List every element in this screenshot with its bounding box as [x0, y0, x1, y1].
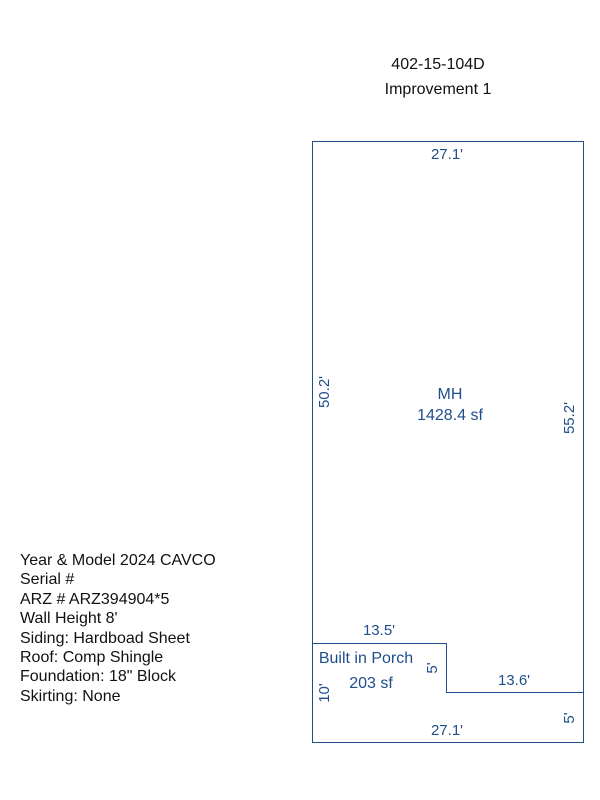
- porch-area: 203 sf: [349, 675, 393, 692]
- note-roof: Roof: Comp Shingle: [20, 649, 164, 667]
- porch-left-dimension: 10': [316, 683, 333, 703]
- porch-top-dimension: 13.5': [362, 622, 396, 639]
- note-arz: ARZ # ARZ394904*5: [20, 590, 170, 608]
- mh-left-dimension: 50.2': [316, 375, 333, 409]
- mh-top-dimension: 27.1': [430, 146, 464, 163]
- note-foundation: Foundation: 18" Block: [20, 668, 176, 686]
- note-year-model: Year & Model 2024 CAVCO: [20, 552, 216, 569]
- note-serial: Serial #: [20, 571, 75, 589]
- porch-bottom-dimension: 27.1': [430, 722, 464, 739]
- porch-label: Built in Porch: [318, 650, 414, 667]
- porch-step-dimension: 5': [424, 662, 441, 674]
- mh-label: MH: [437, 386, 463, 403]
- porch-inner-dimension: 13.6': [497, 672, 531, 689]
- mh-area: 1428.4 sf: [417, 407, 483, 424]
- parcel-id: 402-15-104D: [391, 56, 485, 73]
- note-siding: Siding: Hardboad Sheet: [20, 629, 190, 647]
- mh-right-dimension: 55.2': [561, 401, 578, 435]
- note-wall-height: Wall Height 8': [20, 610, 118, 628]
- note-skirting: Skirting: None: [20, 687, 121, 705]
- porch-right-dimension: 5': [561, 712, 578, 724]
- improvement-title: Improvement 1: [384, 81, 492, 98]
